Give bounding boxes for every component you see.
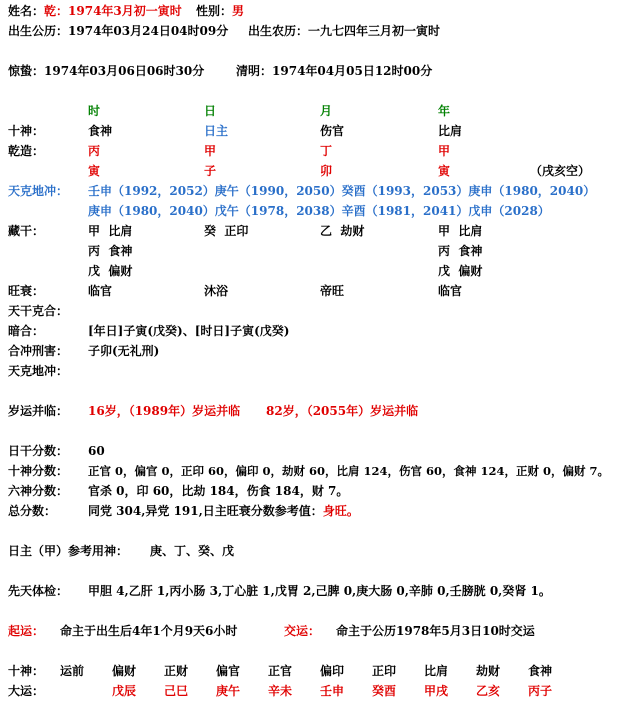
dayun-shishen-0: 运前 <box>60 664 85 678</box>
dayun-shishen-6: 正印 <box>372 664 397 678</box>
canggan-hour-1: 甲 比肩 <box>88 224 133 238</box>
dayun-shishen-4: 正官 <box>268 664 293 678</box>
dayun-5: 壬申 <box>320 684 345 698</box>
yongshen-value: 庚、丁、癸、戊 <box>150 544 235 558</box>
zong-label: 总分数： <box>8 504 57 518</box>
dayun-9: 丙子 <box>528 684 553 698</box>
branch-day: 子 <box>204 164 217 178</box>
qingming-value: 1974年04月05日12时00分 <box>272 64 433 78</box>
jingzhe-row <box>8 63 204 79</box>
stem-day: 甲 <box>204 144 217 158</box>
wangshuai-year: 临官 <box>438 284 463 298</box>
col-year: 年 <box>438 104 451 118</box>
qingming-row <box>236 63 432 79</box>
kongwang: （戌亥空） <box>530 164 591 178</box>
shishen-hour: 食神 <box>88 124 113 138</box>
yongshen-label: 日主（甲）参考用神： <box>8 544 129 558</box>
dayun-shishen-1: 偏财 <box>112 664 137 678</box>
wangshuai-label: 旺衰： <box>8 284 45 298</box>
zong-result: 身旺。 <box>322 504 359 518</box>
dayun-shishen-2: 正财 <box>164 664 189 678</box>
name-value: 乾：1974年3月初一寅时 <box>44 4 182 18</box>
stem-year: 甲 <box>438 144 451 158</box>
canggan-month-1: 乙 劫财 <box>320 224 365 238</box>
qingming-label: 清明： <box>236 64 273 78</box>
suiyun-label: 岁运并临： <box>8 404 69 418</box>
liushen-label: 六神分数： <box>8 484 69 498</box>
stem-month: 丁 <box>320 144 333 158</box>
suiyun-item2: 82岁，（2055年）岁运并临 <box>266 404 419 418</box>
anhe-label: 暗合： <box>8 324 45 338</box>
liushen-value: 官杀 0，印 60，比劫 184，伤食 184，财 7。 <box>88 484 349 498</box>
canggan-year-1: 甲 比肩 <box>438 224 483 238</box>
hechong-label: 合冲刑害： <box>8 344 69 358</box>
dayun-2: 己巳 <box>164 684 189 698</box>
tiangan-kehe-label: 天干克合： <box>8 304 69 318</box>
solar-value: 1974年03月24日04时09分 <box>68 24 229 38</box>
jingzhe-label: 惊蛰： <box>8 64 45 78</box>
shishen-score-value: 正官 0，偏官 0，正印 60，偏印 0，劫财 60，比肩 124，伤官 60，食神 124，正财 0，偏财 7。 <box>88 464 610 478</box>
shishen-score-label: 十神分数： <box>8 464 69 478</box>
zong-row <box>88 503 359 519</box>
lunar-label: 出生农历： <box>248 24 309 38</box>
dayun-shishen-3: 偏官 <box>216 664 241 678</box>
name-label-text: 姓名： <box>8 4 45 18</box>
branch-month: 卯 <box>320 164 333 178</box>
gender-label: 性别： <box>196 4 233 18</box>
lunar-row <box>248 23 440 39</box>
gender-row <box>196 3 244 19</box>
zong-value: 同党 304,异党 191,日主旺衰分数参考值： <box>88 504 323 518</box>
wangshuai-day: 沐浴 <box>204 284 229 298</box>
dayun-shishen-8: 劫财 <box>476 664 501 678</box>
tiankedichong-label: 天克地冲： <box>8 184 69 198</box>
dayun-8: 乙亥 <box>476 684 501 698</box>
suiyun-item1: 16岁，（1989年）岁运并临 <box>88 404 241 418</box>
canggan-hour-3: 戊 偏财 <box>88 264 133 278</box>
tijian-label: 先天体检： <box>8 584 69 598</box>
rigan-label: 日干分数： <box>8 444 69 458</box>
hechong-value: 子卯(无礼刑) <box>88 344 160 358</box>
dayun-4: 辛未 <box>268 684 293 698</box>
canggan-year-3: 戊 偏财 <box>438 264 483 278</box>
canggan-year-2: 丙 食神 <box>438 244 483 258</box>
stem-hour: 丙 <box>88 144 101 158</box>
wangshuai-hour: 临官 <box>88 284 113 298</box>
shishen-month: 伤官 <box>320 124 345 138</box>
tiankedichong-line2: 庚申（1980，2040）戊午（1978，2038）辛酉（1981，2041）戊申（2028） <box>88 204 550 218</box>
jingzhe-value: 1974年03月06日06时30分 <box>44 64 205 78</box>
dayun-1: 戊辰 <box>112 684 137 698</box>
jiaoyun-value: 命主于公历1978年5月3日10时交运 <box>336 624 535 638</box>
branch-year: 寅 <box>438 164 451 178</box>
col-month: 月 <box>320 104 333 118</box>
gender-value: 男 <box>232 4 245 18</box>
shishen-year: 比肩 <box>438 124 463 138</box>
tiankedichong2-label: 天克地冲： <box>8 364 69 378</box>
dayun-3: 庚午 <box>216 684 241 698</box>
tijian-value: 甲胆 4,乙肝 1,丙小肠 3,丁心脏 1,戊胃 2,己脾 0,庚大肠 0,辛肺 0,壬膀胱 0,癸肾 1。 <box>88 584 551 598</box>
rigan-value: 60 <box>88 444 105 458</box>
dayun-shishen-9: 食神 <box>528 664 553 678</box>
lunar-value: 一九七四年三月初一寅时 <box>308 24 441 38</box>
dayun-shishen-5: 偏印 <box>320 664 345 678</box>
wangshuai-month: 帝旺 <box>320 284 345 298</box>
shishen-day: 日主 <box>204 124 229 138</box>
col-day: 日 <box>204 104 217 118</box>
name-label <box>8 3 182 19</box>
shishen-label: 十神： <box>8 124 45 138</box>
qiyun-value: 命主于出生后4年1个月9天6小时 <box>60 624 238 638</box>
canggan-label: 藏干： <box>8 224 45 238</box>
dayun-shishen-7: 比肩 <box>424 664 449 678</box>
dayun-label: 大运： <box>8 684 45 698</box>
col-hour: 时 <box>88 104 101 118</box>
branch-hour: 寅 <box>88 164 101 178</box>
qiyun-label: 起运： <box>8 624 45 638</box>
canggan-hour-2: 丙 食神 <box>88 244 133 258</box>
jiaoyun-label: 交运： <box>284 624 321 638</box>
dayun-7: 甲戌 <box>424 684 449 698</box>
solar-row <box>8 23 228 39</box>
anhe-value: [年日]子寅(戊癸)、[时日]子寅(戊癸) <box>88 324 290 338</box>
canggan-day-1: 癸 正印 <box>204 224 249 238</box>
qianzao-label: 乾造： <box>8 144 45 158</box>
solar-label: 出生公历： <box>8 24 69 38</box>
dayun-shishen-label: 十神： <box>8 664 45 678</box>
tiankedichong-line1: 壬申（1992，2052）庚午（1990，2050）癸酉（1993，2053）庚申（1980，2040） <box>88 184 596 198</box>
dayun-6: 癸酉 <box>372 684 397 698</box>
